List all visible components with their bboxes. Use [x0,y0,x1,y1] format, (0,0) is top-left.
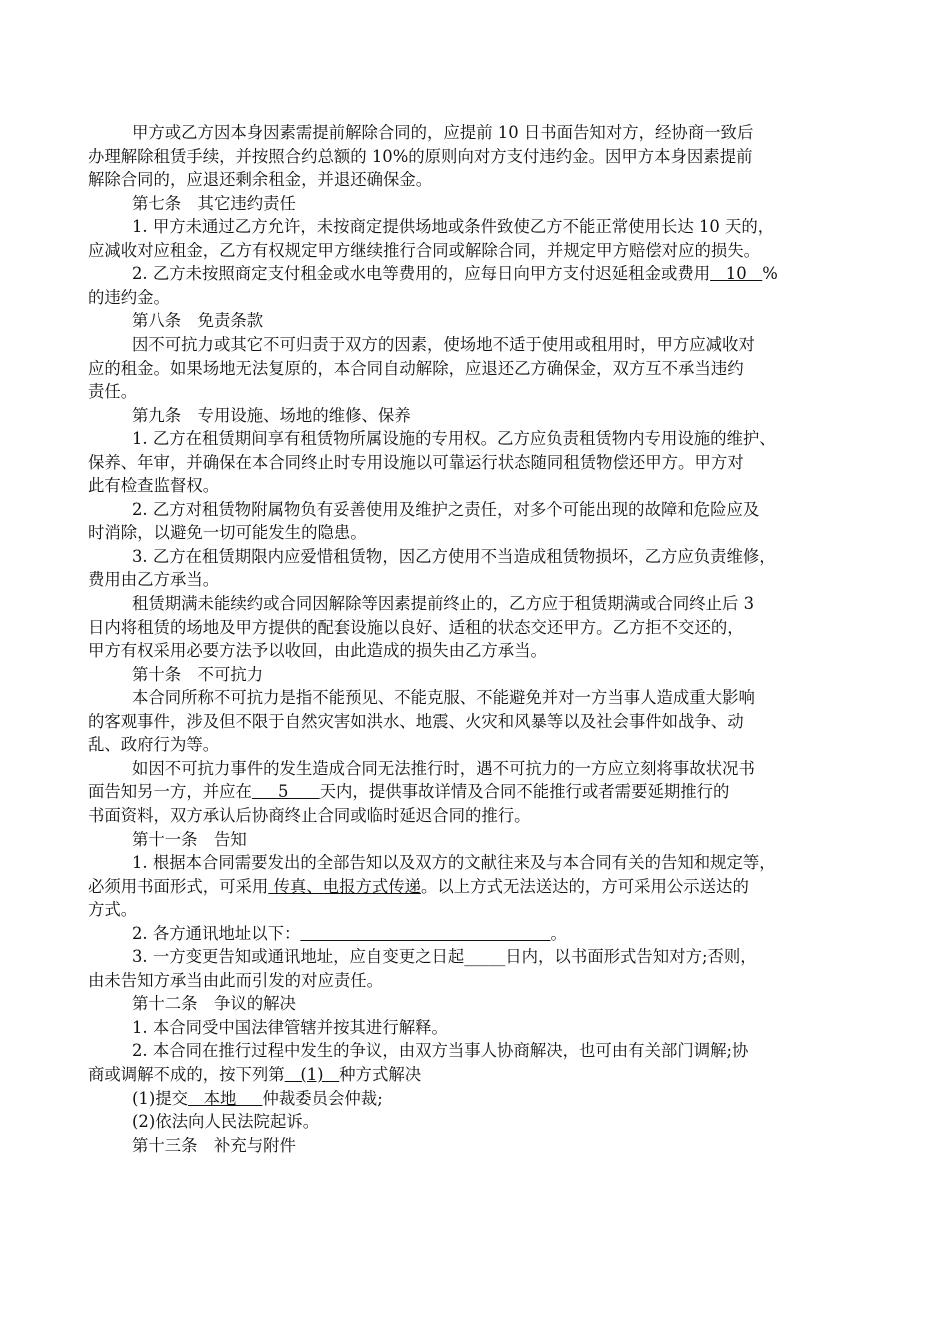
text-segment: 种方式解决 [339,1065,422,1084]
text-line [132,215,774,239]
text-segment: 的违约金。 [88,288,170,307]
text-line [132,498,759,522]
text-segment: 必须用书面形式，可采用 [88,877,269,896]
text-segment: 第九条 专用设施、场地的维修、保养 [132,406,411,425]
text-line [132,851,776,875]
text-segment: 此有检查监督权。 [88,476,220,495]
text-line [132,1016,448,1040]
text-segment: 。以上方式无法送达的，方可采用公示送达的 [421,877,749,896]
text-segment: 1. 本合同受中国法律管辖并按其进行解释。 [132,1018,448,1037]
text-segment: 第七条 其它违约责任 [132,194,296,213]
underlined-field: (1) [284,1065,340,1084]
text-line [88,451,744,475]
text-segment: 甲方或乙方因本身因素需提前解除合同的，应提前 10 日书面告知对方，经协商一致后 [132,123,754,142]
text-line [132,262,778,286]
text-segment: 1. 根据本合同需要发出的全部告知以及双方的文献往来及与本合同有关的告知和规定等， [132,853,776,872]
underlined-field: 5 [251,782,320,801]
text-line [88,1063,421,1087]
text-line [88,733,219,757]
text-segment: 第十条 不可抗力 [132,665,264,684]
text-segment: 第八条 免责条款 [132,311,264,330]
text-line [88,568,219,592]
text-segment: 责任。 [88,382,138,401]
text-segment: 仲裁委员会仲裁; [262,1089,383,1108]
underlined-field: 传真、电报方式传递 [268,877,422,896]
text-line [88,380,137,404]
text-segment: 因不可抗力或其它不可归责于双方的因素，使场地不适于使用或租用时，甲方应减收对 [132,335,755,354]
text-line [132,992,296,1016]
text-segment: 日内将租赁的场地及甲方提供的配套设施以良好、适租的状态交还甲方。乙方拒不交还的， [88,618,744,637]
text-segment: 第十二条 争议的解决 [132,994,296,1013]
text-segment: 的客观事件，涉及但不限于自然灾害如洪水、地震、火灾和风暴等以及社会事件如战争、动 [88,712,744,731]
text-line [88,474,219,498]
text-segment: 3. 一方变更告知或通讯地址，应自变更之日起 [132,947,465,966]
text-line [132,192,296,216]
text-line [132,663,263,687]
text-segment: 1. 甲方未通过乙方允许，未按商定提供场地或条件致使乙方不能正常使用长达 10 天的， [132,217,775,236]
text-segment: % [762,264,778,283]
text-line [88,639,547,663]
text-segment: 第十一条 告知 [132,830,247,849]
text-segment: 2. 各方通讯地址以下： [132,924,301,943]
text-line [132,545,776,569]
text-segment: 2. 乙方对租赁物附属物负有妥善使用及维护之责任，对多个可能出现的故障和危险应及 [132,500,760,519]
text-line [132,121,753,145]
text-segment: 应的租金。如果场地无法复原的，本合同自动解除，应退还乙方确保金，双方互不承当违约 [88,359,744,378]
text-line [132,309,263,333]
text-segment: 面告知另一方，并应在 [88,782,252,801]
text-line [132,592,754,616]
underlined-field [300,924,550,943]
text-line [88,898,137,922]
text-line [132,686,755,710]
text-line [88,239,760,263]
text-line [132,404,411,428]
text-line [88,357,744,381]
text-line [132,922,567,946]
text-segment: 如因不可抗力事件的发生造成合同无法推行时，遇不可抗力的一方应立刻将事故状况书 [132,759,755,778]
text-segment: 。 [550,924,567,943]
text-segment: 2. 乙方未按照商定支付租金或水电等费用的，应每日向甲方支付迟延租金或费用 [132,264,711,283]
text-line [88,875,749,899]
text-line [132,1110,319,1134]
text-line [132,1087,383,1111]
text-segment: 天内，提供事故详情及合同不能推行或者需要延期推行的 [319,782,730,801]
text-line [132,945,757,969]
text-line [88,145,752,169]
text-segment: 本合同所称不可抗力是指不能预见、不能克服、不能避免并对一方当事人造成重大影响 [132,688,755,707]
underlined-field: 本地 [188,1089,263,1108]
text-line [88,780,729,804]
text-segment: 第十三条 补充与附件 [132,1136,296,1155]
text-line [88,521,367,545]
text-segment: (2)依法向人民法院起诉。 [132,1112,320,1131]
text-segment: 乱、政府行为等。 [88,735,220,754]
text-line [132,333,755,357]
text-segment: _____ [464,947,506,966]
text-line [88,969,383,993]
text-segment: 时消除，以避免一切可能发生的隐患。 [88,523,367,542]
text-segment: 3. 乙方在租赁期限内应爱惜租赁物，因乙方使用不当造成租赁物损坏，乙方应负责维修， [132,547,776,566]
text-line [88,804,531,828]
text-segment: 办理解除租赁手续，并按照合约总额的 10%的原则向对方支付违约金。因甲方本身因素提前 [88,147,753,166]
text-line [132,757,755,781]
text-segment: 甲方有权采用必要方法予以收回，由此造成的损失由乙方承当。 [88,641,547,660]
text-line [88,286,170,310]
text-segment: 解除合同的，应退还剩余租金，并退还确保金。 [88,170,433,189]
text-segment: 1. 乙方在租赁期间享有租赁物所属设施的专用权。乙方应负责租赁物内专用设施的维护、 [132,429,776,448]
text-segment: 租赁期满未能续约或合同因解除等因素提前终止的，乙方应于租赁期满或合同终止后 3 [132,594,755,613]
text-segment: 商或调解不成的，按下列第 [88,1065,285,1084]
text-segment: 由未告知方承当由此而引发的对应责任。 [88,971,384,990]
text-segment: 应减收对应租金，乙方有权规定甲方继续推行合同或解除合同，并规定甲方赔偿对应的损失。 [88,241,761,260]
underlined-field: 10 [710,264,763,283]
text-line [88,168,432,192]
text-line [132,828,247,852]
text-segment: (1)提交 [132,1089,188,1108]
text-segment: 费用由乙方承当。 [88,570,220,589]
text-line [88,616,744,640]
text-segment: 日内，以书面形式告知对方;否则， [505,947,757,966]
text-line [88,710,744,734]
text-segment: 书面资料，双方承认后协商终止合同或临时延迟合同的推行。 [88,806,531,825]
text-segment: 保养、年审，并确保在本合同终止时专用设施以可靠运行状态随同租赁物偿还甲方。甲方对 [88,453,744,472]
text-line [132,1134,296,1158]
text-line [132,1039,748,1063]
text-segment: 2. 本合同在推行过程中发生的争议，由双方当事人协商解决，也可由有关部门调解;协 [132,1041,749,1060]
text-segment: 方式。 [88,900,138,919]
text-line [132,427,776,451]
